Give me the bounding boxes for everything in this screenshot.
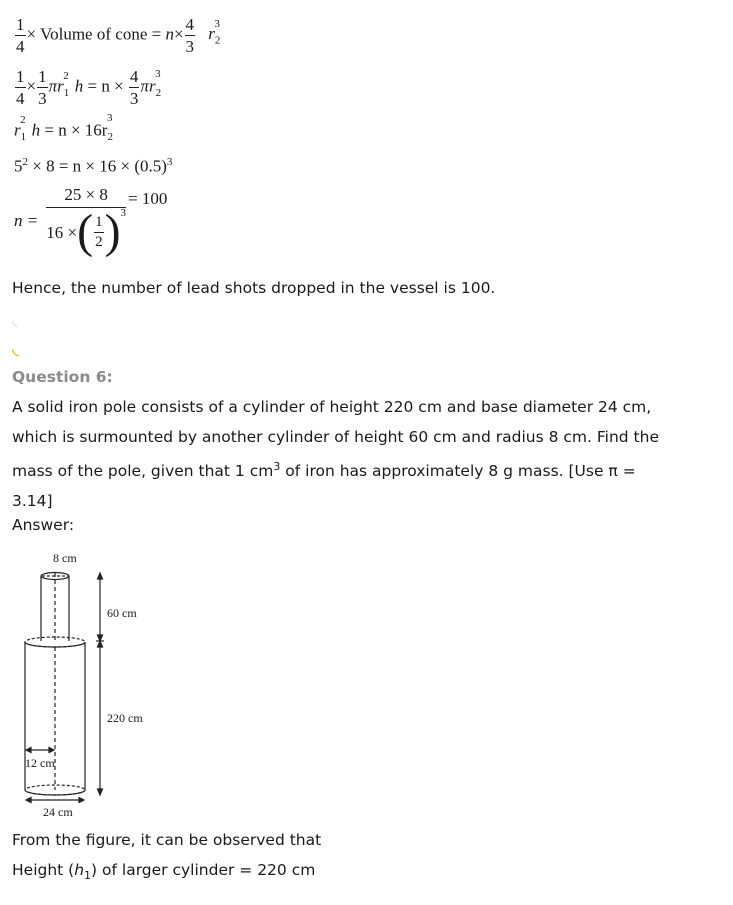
pole-diagram — [0, 545, 200, 820]
label-bottom-height: 220 cm — [107, 711, 143, 725]
math-line-4: $5^2 \times 8 = n \times 16 \times (0.5)^3$ — [14, 156, 173, 176]
fraction-main: 25 × 8 16 × ( $\frac{1}{2}$ ) $^3$ — [46, 185, 127, 258]
conclusion-text: Hence, the number of lead shots dropped in the vessel is 100. — [12, 279, 496, 297]
label-base: 24 cm — [43, 805, 73, 819]
label-top-radius: 8 cm — [53, 551, 77, 565]
height-statement: Height $(h_1)$ of larger cylinder = 220 cm — [12, 861, 316, 883]
decorative-mark-yellow: ◟ — [12, 338, 19, 359]
math-line-5: n = 25 × 8 16 × ( $\frac{1}{2}$ ) $^3$ = 100 — [14, 185, 168, 258]
radius-arrow — [26, 748, 54, 753]
math-line-3: $r_1^2h = n \times 16r_2^3$ — [14, 112, 113, 144]
question-title: Question 6: — [12, 368, 113, 386]
math-line-1: $\frac{1}{4}$ × Volume of cone = n× $\frac{4}{3}$ $r_2^3$ — [16, 15, 221, 56]
label-top-height: 60 cm — [107, 606, 137, 620]
large-cylinder — [25, 637, 85, 795]
math-line-2: $\frac{1}{4}$ × $\frac{1}{3}$ $\pi r_1^2h = n$ × $\frac{4}{3}$ $\pi r_2^3$ — [16, 67, 162, 108]
fraction-one-quarter: $\frac{1}{4}$ — [16, 15, 25, 56]
decorative-mark-faint: ◟ — [12, 310, 19, 329]
pole-figure — [0, 545, 200, 820]
fraction-four-thirds: $\frac{4}{3}$ — [185, 15, 195, 56]
question-text: A solid iron pole consists of a cylinder of height 220 cm and base diameter 24 cm, which is surmounted by another cylinder of height 60 cm and radius 8 cm. Find the mass of the pole, given that 1 $cm^3$ of iron has approximately 8 g mass. [Use π = 3.14] — [12, 398, 659, 510]
small-cylinder — [41, 573, 69, 642]
height-arrow — [96, 573, 104, 795]
label-radius: 12 cm — [25, 756, 55, 770]
observation-text: From the figure, it can be observed that — [12, 831, 322, 849]
answer-label: Answer: — [12, 516, 75, 534]
base-arrow — [26, 798, 84, 803]
